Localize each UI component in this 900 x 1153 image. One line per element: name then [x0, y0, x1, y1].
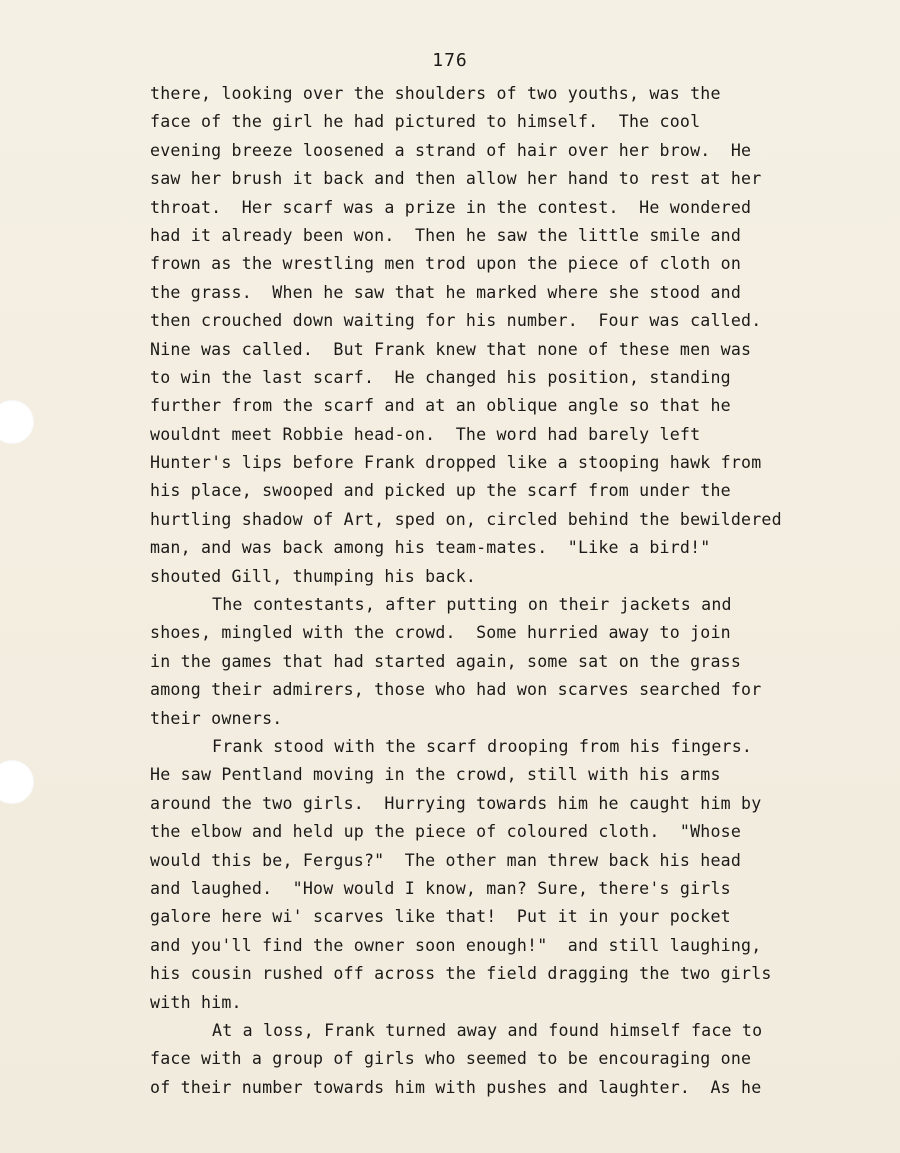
- text-line: there, looking over the shoulders of two youths, was the: [150, 84, 721, 103]
- punch-hole: [0, 760, 34, 804]
- text-line: his cousin rushed off across the field dragging the two girls: [150, 964, 772, 984]
- text-line: Nine was called. But Frank knew that none of these men was: [150, 339, 752, 359]
- punch-hole: [0, 400, 34, 444]
- text-line: throat. Her scarf was a prize in the contest. He wondered: [150, 197, 752, 217]
- text-line: their owners.: [150, 708, 283, 728]
- text-line: in the games that had started again, some sat on the grass: [150, 651, 742, 671]
- text-line: and laughed. "How would I know, man? Sure, there's girls: [150, 878, 731, 898]
- text-line: evening breeze loosened a strand of hair over her brow. He: [150, 140, 752, 160]
- page-number: 176: [432, 50, 468, 71]
- text-line: his place, swooped and picked up the scarf from under the: [150, 481, 731, 501]
- text-line: wouldnt meet Robbie head-on. The word had barely left: [150, 424, 701, 444]
- text-line: to win the last scarf. He changed his position, standing: [150, 367, 731, 387]
- text-line: shouted Gill, thumping his back.: [150, 566, 477, 586]
- text-line: and you'll find the owner soon enough!" and still laughing,: [150, 935, 762, 955]
- text-line: had it already been won. Then he saw the little smile and: [150, 225, 742, 245]
- text-line: would this be, Fergus?" The other man threw back his head: [150, 850, 742, 870]
- text-line: the elbow and held up the piece of coloured cloth. "Whose: [150, 822, 742, 842]
- text-line: galore here wi' scarves like that! Put it in your pocket: [150, 907, 731, 927]
- text-line: Frank stood with the scarf drooping from his fingers.: [212, 736, 753, 756]
- text-line: saw her brush it back and then allow her hand to rest at her: [150, 169, 762, 189]
- text-line: of their number towards him with pushes and laughter. As he: [150, 1077, 762, 1097]
- text-line: He saw Pentland moving in the crowd, still with his arms: [150, 765, 721, 785]
- text-line: Hunter's lips before Frank dropped like a stooping hawk from: [150, 453, 762, 473]
- text-line: around the two girls. Hurrying towards him he caught him by: [150, 793, 762, 813]
- text-line: further from the scarf and at an oblique angle so that he: [150, 396, 731, 416]
- text-line: among their admirers, those who had won scarves searched for: [150, 680, 762, 700]
- text-line: then crouched down waiting for his number. Four was called.: [150, 311, 762, 331]
- text-line: hurtling shadow of Art, sped on, circled behind the bewildered: [150, 509, 782, 529]
- text-line: with him.: [150, 992, 242, 1012]
- text-line: face with a group of girls who seemed to be encouraging one: [150, 1049, 752, 1069]
- text-line: shoes, mingled with the crowd. Some hurried away to join: [150, 623, 731, 643]
- text-line: man, and was back among his team-mates. "Like a bird!": [150, 538, 711, 558]
- text-line: At a loss, Frank turned away and found himself face to: [212, 1020, 763, 1040]
- manuscript-body: [150, 80, 890, 1102]
- text-line: face of the girl he had pictured to himself. The cool: [150, 112, 701, 132]
- text-line: the grass. When he saw that he marked where she stood and: [150, 282, 742, 302]
- text-line: frown as the wrestling men trod upon the piece of cloth on: [150, 254, 742, 274]
- text-line: The contestants, after putting on their jackets and: [212, 595, 732, 615]
